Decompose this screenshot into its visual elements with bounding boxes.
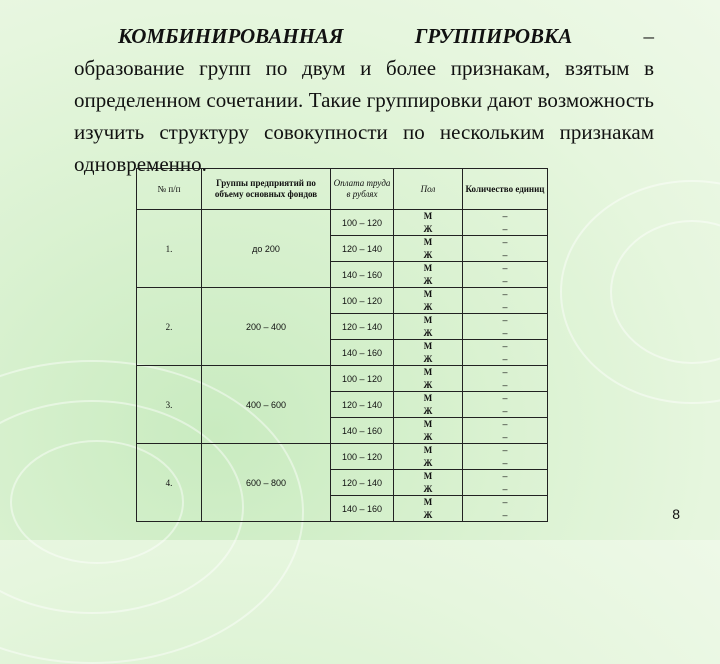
- row-sex: [394, 392, 463, 418]
- qty-value: –: [502, 419, 508, 430]
- row-sex: [394, 444, 463, 470]
- sex-value: М: [423, 471, 433, 482]
- row-pay-range: 120 – 140: [331, 392, 394, 418]
- row-pay-range: 140 – 160: [331, 418, 394, 444]
- row-sex: [394, 470, 463, 496]
- header-group: Группы предприятий по объему основных фондов: [202, 169, 331, 210]
- row-qty: [463, 366, 548, 392]
- sex-value: Ж: [423, 405, 433, 416]
- sex-value: Ж: [423, 327, 433, 338]
- row-qty: [463, 288, 548, 314]
- row-qty: [463, 470, 548, 496]
- row-qty: [463, 418, 548, 444]
- row-qty: [463, 236, 548, 262]
- intro-dash: –: [643, 24, 654, 48]
- qty-value: –: [502, 393, 508, 404]
- sex-value: М: [423, 289, 433, 300]
- row-qty: [463, 392, 548, 418]
- header-sex: Пол: [394, 169, 463, 210]
- row-pay-range: 140 – 160: [331, 496, 394, 522]
- sex-value: М: [423, 497, 433, 508]
- row-pay-range: 120 – 140: [331, 236, 394, 262]
- qty-value: –: [502, 263, 508, 274]
- qty-value: –: [502, 249, 508, 260]
- row-group-range: 600 – 800: [202, 444, 331, 522]
- qty-value: –: [502, 497, 508, 508]
- sex-value: Ж: [423, 249, 433, 260]
- sex-value: М: [423, 393, 433, 404]
- intro-term: КОМБИНИРОВАННАЯ ГРУППИРОВКА: [118, 24, 573, 48]
- sex-value: М: [423, 445, 433, 456]
- table-body: [137, 210, 548, 522]
- intro-paragraph: [74, 20, 654, 180]
- row-sex: [394, 418, 463, 444]
- sex-value: Ж: [423, 301, 433, 312]
- row-pay-range: 140 – 160: [331, 340, 394, 366]
- qty-value: –: [502, 211, 508, 222]
- row-pay-range: 120 – 140: [331, 314, 394, 340]
- sex-value: Ж: [423, 223, 433, 234]
- table-row: [137, 444, 548, 470]
- row-qty: [463, 262, 548, 288]
- row-num: 2.: [137, 288, 202, 366]
- row-sex: [394, 236, 463, 262]
- qty-value: –: [502, 289, 508, 300]
- row-qty: [463, 314, 548, 340]
- row-sex: [394, 262, 463, 288]
- qty-value: –: [502, 471, 508, 482]
- table-row: [137, 210, 548, 236]
- row-group-range: 200 – 400: [202, 288, 331, 366]
- row-pay-range: 100 – 120: [331, 210, 394, 236]
- row-sex: [394, 210, 463, 236]
- row-sex: [394, 288, 463, 314]
- qty-value: –: [502, 405, 508, 416]
- row-sex: [394, 366, 463, 392]
- header-qty: Количество единиц: [463, 169, 548, 210]
- header-pay: Оплата труда в рублях: [331, 169, 394, 210]
- intro-text: образование групп по двум и более признакам, взятым в определенном сочетании. Такие группировки дают возможность изучить структуру совокупности по нескольким признакам одновременно.: [74, 56, 654, 176]
- row-pay-range: 100 – 120: [331, 288, 394, 314]
- row-sex: [394, 314, 463, 340]
- sex-value: М: [423, 315, 433, 326]
- table-row: [137, 288, 548, 314]
- qty-value: –: [502, 301, 508, 312]
- sex-value: Ж: [423, 509, 433, 520]
- qty-value: –: [502, 223, 508, 234]
- row-pay-range: 100 – 120: [331, 366, 394, 392]
- row-num: 4.: [137, 444, 202, 522]
- qty-value: –: [502, 445, 508, 456]
- sex-value: Ж: [423, 483, 433, 494]
- qty-value: –: [502, 315, 508, 326]
- row-num: 3.: [137, 366, 202, 444]
- sex-value: М: [423, 419, 433, 430]
- qty-value: –: [502, 509, 508, 520]
- sex-value: М: [423, 263, 433, 274]
- sex-value: М: [423, 211, 433, 222]
- qty-value: –: [502, 379, 508, 390]
- row-qty: [463, 210, 548, 236]
- sex-value: Ж: [423, 379, 433, 390]
- qty-value: –: [502, 327, 508, 338]
- grouping-table: [136, 168, 548, 522]
- sex-value: М: [423, 341, 433, 352]
- row-qty: [463, 340, 548, 366]
- table-header-row: [137, 169, 548, 210]
- qty-value: –: [502, 457, 508, 468]
- sex-value: Ж: [423, 457, 433, 468]
- qty-value: –: [502, 275, 508, 286]
- sex-value: Ж: [423, 275, 433, 286]
- row-pay-range: 100 – 120: [331, 444, 394, 470]
- sex-value: М: [423, 367, 433, 378]
- sex-value: М: [423, 237, 433, 248]
- row-num: 1.: [137, 210, 202, 288]
- qty-value: –: [502, 483, 508, 494]
- row-pay-range: 140 – 160: [331, 262, 394, 288]
- qty-value: –: [502, 341, 508, 352]
- row-sex: [394, 340, 463, 366]
- qty-value: –: [502, 353, 508, 364]
- row-sex: [394, 496, 463, 522]
- row-group-range: до 200: [202, 210, 331, 288]
- row-qty: [463, 496, 548, 522]
- slide-number: 8: [672, 506, 680, 522]
- qty-value: –: [502, 367, 508, 378]
- header-num: № п/п: [137, 169, 202, 210]
- row-pay-range: 120 – 140: [331, 470, 394, 496]
- qty-value: –: [502, 237, 508, 248]
- qty-value: –: [502, 431, 508, 442]
- table-row: [137, 366, 548, 392]
- row-group-range: 400 – 600: [202, 366, 331, 444]
- row-qty: [463, 444, 548, 470]
- sex-value: Ж: [423, 431, 433, 442]
- sex-value: Ж: [423, 353, 433, 364]
